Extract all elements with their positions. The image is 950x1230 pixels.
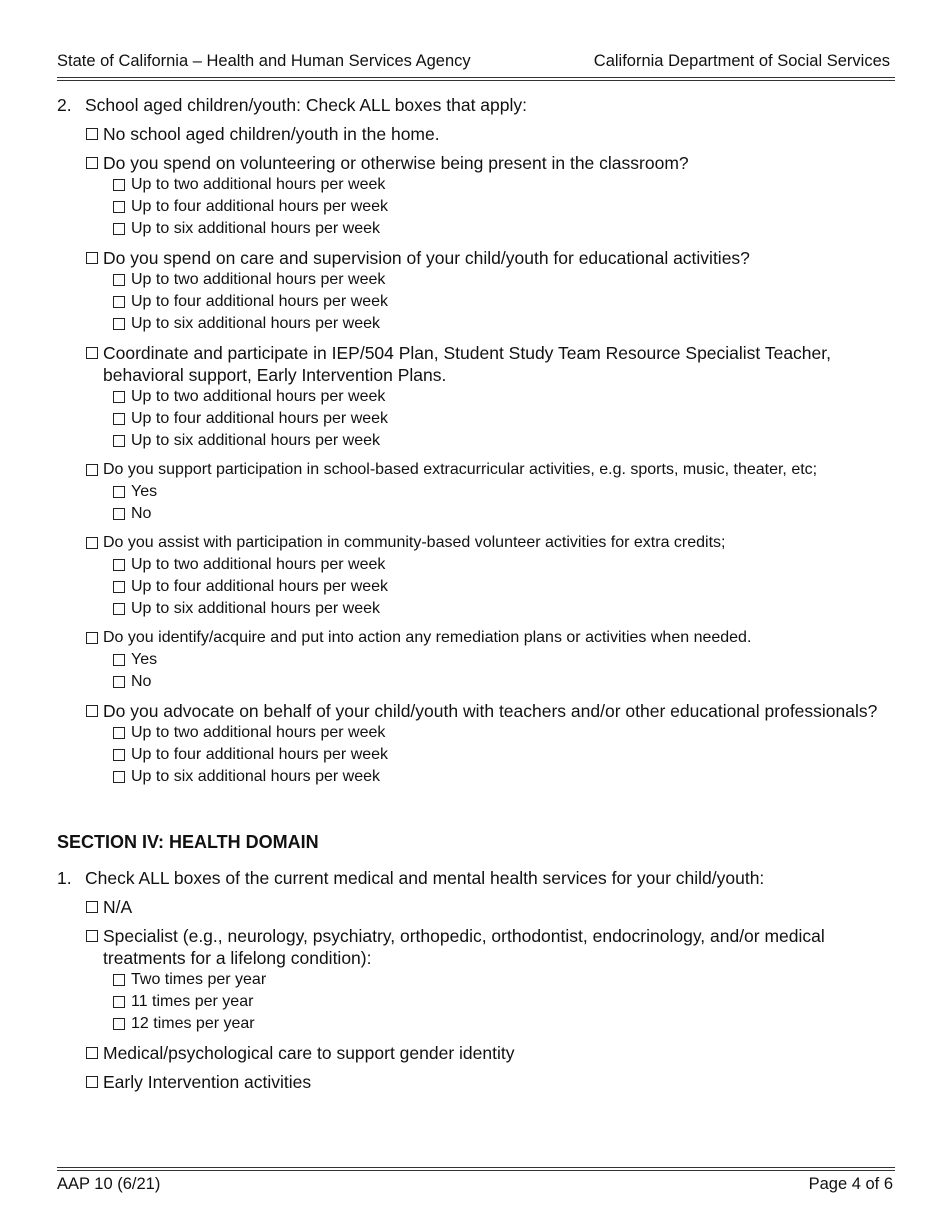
option-group-volunteering: [57, 152, 890, 240]
checkbox-sub-option[interactable]: [57, 991, 890, 1013]
checkbox-icon[interactable]: [86, 930, 98, 942]
checkbox-icon[interactable]: [113, 996, 125, 1008]
sub-option-label: Up to two additional hours per week: [131, 271, 386, 288]
checkbox-icon[interactable]: [113, 296, 125, 308]
checkbox-extracurricular[interactable]: [57, 459, 890, 481]
checkbox-icon[interactable]: [86, 537, 98, 549]
checkbox-icon[interactable]: [113, 223, 125, 235]
checkbox-sub-option[interactable]: [57, 969, 890, 991]
footer-rule-bottom: [57, 1170, 895, 1171]
checkbox-sub-option[interactable]: [57, 744, 890, 766]
checkbox-icon[interactable]: [113, 486, 125, 498]
header-rule-bottom: [57, 80, 895, 81]
checkbox-icon[interactable]: [113, 581, 125, 593]
checkbox-sub-option[interactable]: [57, 1013, 890, 1035]
checkbox-sub-option[interactable]: [57, 576, 890, 598]
checkbox-icon[interactable]: [113, 559, 125, 571]
checkbox-sub-option[interactable]: [57, 291, 890, 313]
question-1: [57, 867, 890, 889]
sub-option-label: 12 times per year: [131, 1015, 255, 1032]
checkbox-icon[interactable]: [86, 632, 98, 644]
checkbox-sub-option[interactable]: [57, 408, 890, 430]
option-label: Do you assist with participation in community-based volunteer activities for extra credits;: [103, 534, 726, 551]
checkbox-icon[interactable]: [86, 252, 98, 264]
checkbox-sub-option[interactable]: [57, 766, 890, 788]
form-id: AAP 10 (6/21): [57, 1175, 161, 1193]
section-title: SECTION IV: HEALTH DOMAIN: [57, 832, 319, 852]
sub-option-label: Up to four additional hours per week: [131, 746, 389, 763]
question-text: School aged children/youth: Check ALL boxes that apply:: [85, 95, 528, 115]
sub-option-label: Two times per year: [131, 971, 267, 988]
option-label: Early Intervention activities: [103, 1072, 312, 1092]
checkbox-sub-option[interactable]: [57, 430, 890, 452]
checkbox-sub-option[interactable]: [57, 218, 890, 240]
checkbox-icon[interactable]: [86, 347, 98, 359]
checkbox-sub-option[interactable]: [57, 386, 890, 408]
sub-option-label: Up to six additional hours per week: [131, 600, 381, 617]
checkbox-icon[interactable]: [86, 901, 98, 913]
checkbox-sub-option[interactable]: [57, 196, 890, 218]
question-text: Check ALL boxes of the current medical and mental health services for your child/youth:: [85, 868, 765, 888]
checkbox-sub-option[interactable]: [57, 554, 890, 576]
page-header: [57, 52, 890, 72]
option-group-community-volunteer: [57, 532, 890, 620]
checkbox-sub-option[interactable]: [57, 174, 890, 196]
checkbox-icon[interactable]: [113, 749, 125, 761]
checkbox-icon[interactable]: [113, 654, 125, 666]
option-group-care-supervision: [57, 247, 890, 335]
sub-option-label: No: [131, 505, 152, 522]
checkbox-icon[interactable]: [113, 274, 125, 286]
checkbox-icon[interactable]: [86, 1047, 98, 1059]
option-label: Do you spend on volunteering or otherwise being present in the classroom?: [103, 153, 689, 173]
checkbox-icon[interactable]: [86, 464, 98, 476]
question-2: [57, 94, 890, 116]
header-department: California Department of Social Services: [593, 52, 890, 70]
sub-option-label: Up to six additional hours per week: [131, 315, 381, 332]
sub-option-label: Up to two additional hours per week: [131, 724, 386, 741]
checkbox-volunteering-classroom[interactable]: [57, 152, 890, 174]
sub-option-label: Up to four additional hours per week: [131, 410, 389, 427]
option-label: No school aged children/youth in the home.: [103, 124, 440, 144]
checkbox-icon[interactable]: [113, 727, 125, 739]
form-content: [57, 94, 890, 1093]
checkbox-community-volunteer[interactable]: [57, 532, 890, 554]
option-group-advocate: [57, 700, 890, 788]
question-number: 2.: [57, 95, 72, 115]
header-agency: State of California – Health and Human Services Agency: [57, 52, 471, 70]
sub-option-label: Yes: [131, 651, 158, 668]
sub-option-label: Up to four additional hours per week: [131, 578, 389, 595]
checkbox-icon[interactable]: [86, 705, 98, 717]
sub-option-label: Up to two additional hours per week: [131, 556, 386, 573]
question-number: 1.: [57, 868, 72, 888]
checkbox-icon[interactable]: [113, 413, 125, 425]
checkbox-sub-option-yes[interactable]: [57, 481, 890, 503]
checkbox-icon[interactable]: [86, 1076, 98, 1088]
checkbox-icon[interactable]: [86, 157, 98, 169]
checkbox-sub-option[interactable]: [57, 313, 890, 335]
checkbox-icon[interactable]: [113, 603, 125, 615]
option-label: Coordinate and participate in IEP/504 Plan, Student Study Team Resource Specialist Teacher, behavioral support, Early Intervention Plans.: [103, 343, 831, 385]
checkbox-sub-option-no[interactable]: [57, 671, 890, 693]
sub-option-label: Up to two additional hours per week: [131, 176, 386, 193]
checkbox-icon[interactable]: [113, 435, 125, 447]
option-label: Do you spend on care and supervision of your child/youth for educational activities?: [103, 248, 750, 268]
checkbox-sub-option[interactable]: [57, 598, 890, 620]
checkbox-care-supervision[interactable]: [57, 247, 890, 269]
option-label: Specialist (e.g., neurology, psychiatry, orthopedic, orthodontist, endocrinology, and/or medical treatments for a lifelong condition):: [103, 926, 825, 968]
footer-rule-top: [57, 1167, 895, 1168]
checkbox-sub-option-yes[interactable]: [57, 649, 890, 671]
checkbox-sub-option[interactable]: [57, 269, 890, 291]
sub-option-label: Up to four additional hours per week: [131, 293, 389, 310]
option-group-specialist: [57, 925, 890, 1035]
checkbox-icon[interactable]: [113, 508, 125, 520]
option-group-iep-504: [57, 342, 890, 452]
sub-option-label: Up to six additional hours per week: [131, 768, 381, 785]
option-label: Do you identify/acquire and put into action any remediation plans or activities when needed.: [103, 629, 752, 646]
checkbox-icon[interactable]: [113, 391, 125, 403]
sub-option-label: 11 times per year: [131, 993, 254, 1010]
option-label: Do you support participation in school-based extracurricular activities, e.g. sports, music, theater, etc;: [103, 461, 818, 478]
option-group-remediation: [57, 627, 890, 693]
checkbox-icon[interactable]: [113, 179, 125, 191]
sub-option-label: Up to two additional hours per week: [131, 388, 386, 405]
checkbox-sub-option-no[interactable]: [57, 503, 890, 525]
checkbox-gender-identity-care[interactable]: [57, 1042, 890, 1064]
checkbox-iep-504-plan[interactable]: [57, 342, 890, 386]
sub-option-label: Up to six additional hours per week: [131, 220, 381, 237]
checkbox-icon[interactable]: [113, 318, 125, 330]
header-rule-top: [57, 77, 895, 78]
option-label: N/A: [103, 897, 133, 917]
checkbox-early-intervention[interactable]: [57, 1071, 890, 1093]
checkbox-remediation-plans[interactable]: [57, 627, 890, 649]
checkbox-icon[interactable]: [113, 974, 125, 986]
checkbox-icon[interactable]: [113, 1018, 125, 1030]
checkbox-advocate[interactable]: [57, 700, 890, 722]
checkbox-specialist[interactable]: [57, 925, 890, 969]
option-group-extracurricular: [57, 459, 890, 525]
option-label: Do you advocate on behalf of your child/youth with teachers and/or other educational professionals?: [103, 701, 878, 721]
checkbox-icon[interactable]: [113, 771, 125, 783]
option-label: Medical/psychological care to support gender identity: [103, 1043, 515, 1063]
checkbox-icon[interactable]: [86, 128, 98, 140]
checkbox-no-school-children[interactable]: [57, 123, 890, 145]
sub-option-label: Yes: [131, 483, 158, 500]
sub-option-label: No: [131, 673, 152, 690]
checkbox-icon[interactable]: [113, 201, 125, 213]
sub-option-label: Up to four additional hours per week: [131, 198, 389, 215]
checkbox-sub-option[interactable]: [57, 722, 890, 744]
sub-option-label: Up to six additional hours per week: [131, 432, 381, 449]
checkbox-icon[interactable]: [113, 676, 125, 688]
page-number: Page 4 of 6: [808, 1175, 893, 1193]
checkbox-na[interactable]: [57, 896, 890, 918]
